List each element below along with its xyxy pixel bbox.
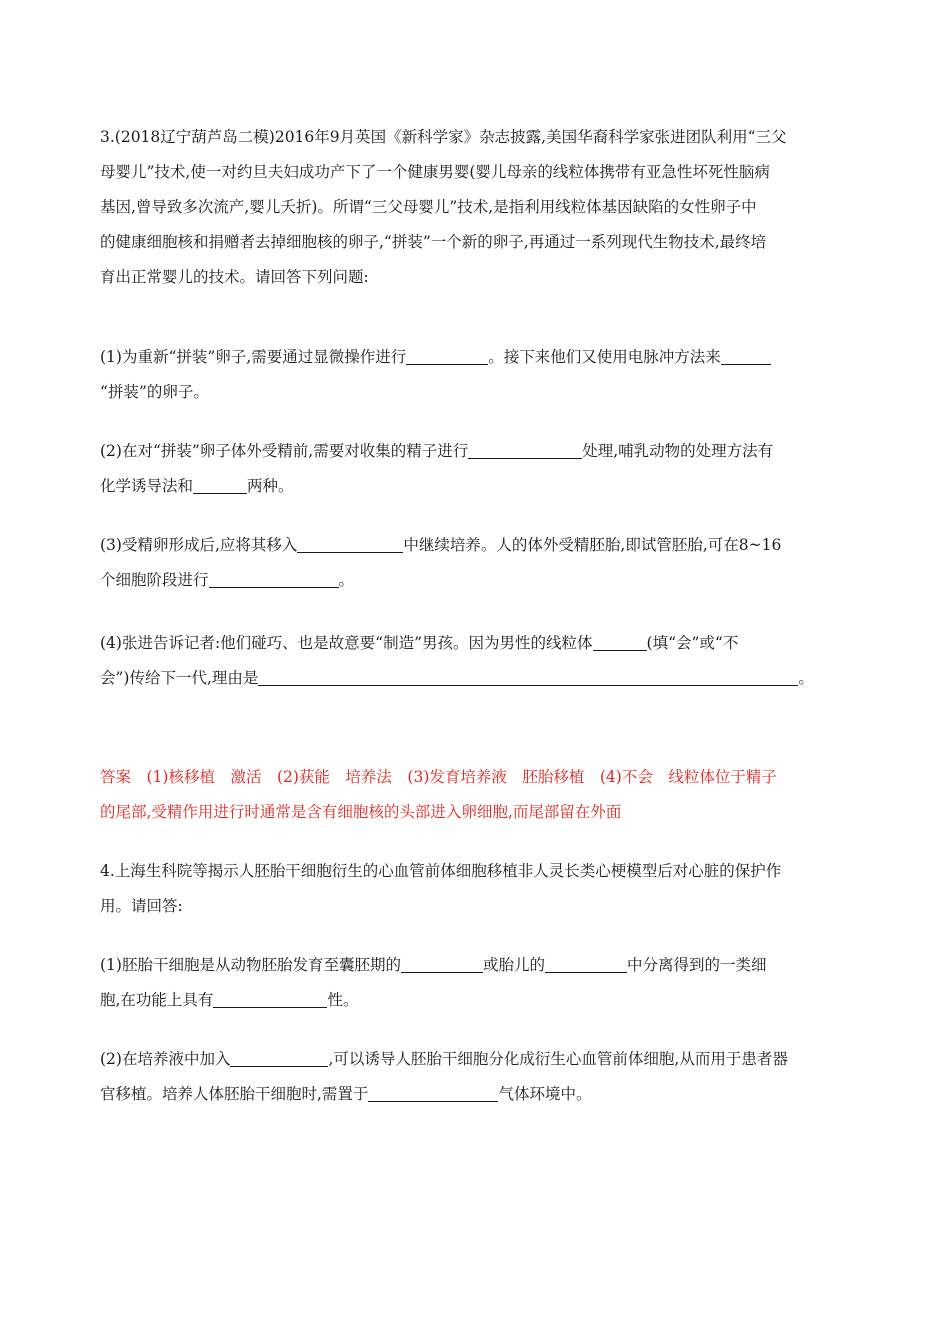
answer-blank[interactable] [368, 1086, 498, 1103]
answer-blank[interactable] [213, 992, 327, 1009]
answer-blank[interactable] [593, 635, 647, 652]
answer-blank[interactable] [468, 443, 582, 460]
question-4-intro: 4.上海生科院等揭示人胚胎干细胞衍生的心血管前体细胞移植非人灵长类心梗模型后对心脏的保护作 用。请回答: [100, 862, 782, 915]
question-3-part-4: (4)张进告诉记者:他们碰巧、也是故意要“制造”男孩。因为男性的线粒体 (填“会”或“不 会”)传给下一代,理由是 。 [100, 634, 814, 687]
answer-blank[interactable] [721, 349, 771, 366]
answer-blank[interactable] [401, 957, 483, 974]
answer-blank[interactable] [230, 1051, 328, 1068]
question-4-part-2: (2)在培养液中加入 ,可以诱导人胚胎干细胞分化成衍生心血管前体细胞,从而用于患者器 官移植。培养人体胚胎干细胞时,需置于 气体环境中。 [100, 1050, 788, 1103]
question-3-part-2: (2)在对“拼装”卵子体外受精前,需要对收集的精子进行 处理,哺乳动物的处理方法有 化学诱导法和 两种。 [100, 442, 774, 495]
answer-blank[interactable] [297, 537, 403, 554]
answer-blank[interactable] [545, 957, 627, 974]
answer-blank[interactable] [406, 349, 488, 366]
question-3-part-3: (3)受精卵形成后,应将其移入 中继续培养。人的体外受精胚胎,即试管胚胎,可在8~16 个细胞阶段进行 。 [100, 536, 782, 589]
answer-blank[interactable] [209, 572, 339, 589]
question-3-part-1: (1)为重新“拼装”卵子,需要通过显微操作进行 。接下来他们又使用电脉冲方法来 “拼装”的卵子。 [100, 340, 845, 410]
answer-blank[interactable] [193, 478, 247, 495]
question-4-part-1: (1)胚胎干细胞是从动物胚胎发育至囊胚期的 或胎儿的 中分离得到的一类细 胞,在功能上具有 性。 [100, 956, 767, 1009]
answer-blank[interactable] [258, 670, 798, 687]
question-3-intro: 3.(2018辽宁葫芦岛二模)2016年9月英国《新科学家》杂志披露,美国华裔科学家张进团队利用“三父 母婴儿”技术,使一对约旦夫妇成功产下了一个健康男婴(婴儿母亲的线粒体携带有亚急性坏死性脑病 基因,曾导致多次流产,婴儿夭折)。所谓“三父母婴儿”技术,是指利用线粒体基因缺陷的女性卵子中 的健康细胞核和捐赠者去掉细胞核的卵子,“拼装”一个新的卵子,再通过一系列现代生物技术,最终培 育出正常婴儿的技术。请回答下列问题: [100, 128, 787, 286]
question-3-answer: 答案 (1)核移植 激活 (2)获能 培养法 (3)发育培养液 胚胎移植 (4)不会 线粒体位于精子 的尾部,受精作用进行时通常是含有细胞核的头部进入卵细胞,而尾部留在外面 [100, 768, 777, 821]
